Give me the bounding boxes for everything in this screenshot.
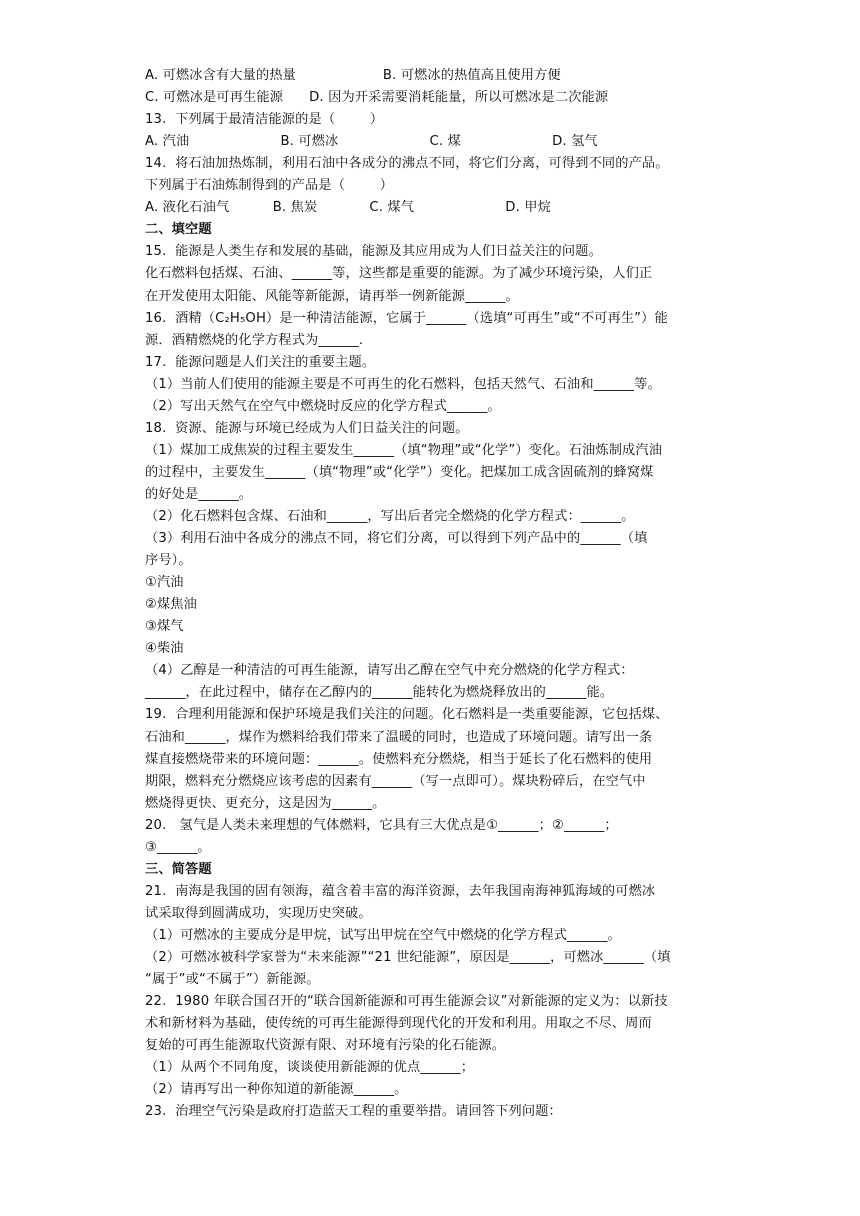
text-line: 21. 南海是我国的固有领海，蕴含着丰富的海洋资源，去年我国南海神狐海域的可燃冰 xyxy=(145,883,656,899)
text-line: 下列属于石油炼制得到的产品是（ ） xyxy=(145,178,394,194)
text-line: （1）可燃冰的主要成分是甲烷，试写出甲烷在空气中燃烧的化学方程式______。 xyxy=(145,927,621,943)
text-line: ④柴油 xyxy=(145,641,184,657)
text-line: （1）煤加工成焦炭的过程主要发生______（填“物理”或“化学”）变化。石油炼制成汽油 xyxy=(145,442,663,458)
text-line: 煤直接燃烧带来的环境问题：______。使燃料充分燃烧，相当于延长了化石燃料的使用 xyxy=(145,751,653,767)
text-line: A. 汽油 B. 可燃冰 C. 煤 D. 氢气 xyxy=(145,134,598,150)
text-line: ③______。 xyxy=(145,839,211,855)
text-line: 化石燃料包括煤、石油、______等，这些都是重要的能源。为了减少环境污染，人们正 xyxy=(145,266,653,282)
text-line: A. 液化石油气 B. 焦炭 C. 煤气 D. 甲烷 xyxy=(145,200,551,216)
text-line: “属于”或“不属于”）新能源。 xyxy=(145,972,320,988)
text-line: （3）利用石油中各成分的沸点不同，将它们分离，可以得到下列产品中的______（填 xyxy=(145,531,648,547)
text-line: 15. 能源是人类生存和发展的基础，能源及其应用成为人们日益关注的问题。 xyxy=(145,244,602,260)
text-line: 23. 治理空气污染是政府打造蓝天工程的重要举措。请回答下列问题： xyxy=(145,1104,562,1120)
text-line: （2）请再写出一种你知道的新能源______。 xyxy=(145,1082,408,1098)
text-line: （2）写出天然气在空气中燃烧时反应的化学方程式______。 xyxy=(145,398,501,414)
text-line: 的好处是______。 xyxy=(145,486,253,502)
text-line: （4）乙醇是一种清洁的可再生能源，请写出乙醇在空气中充分燃烧的化学方程式： xyxy=(145,663,634,679)
text-line: 20. 氢气是人类未来理想的气体燃料，它具有三大优点是①______；②______； xyxy=(145,817,618,833)
text-line: （1）从两个不同角度，谈谈使用新能源的优点______； xyxy=(145,1060,475,1076)
text-line: 18. 资源、能源与环境已经成为人们日益关注的问题。 xyxy=(145,420,469,436)
text-line: （1）当前人们使用的能源主要是不可再生的化石燃料，包括天然气、石油和______等。 xyxy=(145,376,661,392)
text-line: （2）化石燃料包含煤、石油和______，写出后者完全燃烧的化学方程式：______。 xyxy=(145,509,635,524)
text-line: ①汽油 xyxy=(145,575,184,591)
text-line: 序号）。 xyxy=(145,553,192,569)
text-line: 22. 1980 年联合国召开的“联合国新能源和可再生能源会议”对新能源的定义为：以新技 xyxy=(145,994,668,1010)
text-line: 燃烧得更快、更充分，这是因为______。 xyxy=(145,795,386,811)
text-line: （2）可燃冰被科学家誉为“未来能源”“21 世纪能源”，原因是______，可燃冰______（填 xyxy=(145,950,671,965)
text-line: 的过程中，主要发生______（填“物理”或“化学”）变化。把煤加工成含固硫剂的蜂窝煤 xyxy=(145,464,654,480)
text-line: 石油和______，煤作为燃料给我们带来了温暖的同时，也造成了环境问题。请写出一条 xyxy=(145,729,653,745)
text-line: 术和新材料为基础，使传统的可再生能源得到现代化的开发和利用。用取之不尽、周而 xyxy=(145,1016,652,1032)
text-line: C. 可燃冰是可再生能源 D. 因为开采需要消耗能量，所以可燃冰是二次能源 xyxy=(145,90,609,106)
text-line: 在开发使用太阳能、风能等新能源，请再举一例新能源______。 xyxy=(145,288,519,304)
text-line: 二、填空题 xyxy=(145,222,212,238)
text-line: ______，在此过程中，储存在乙醇内的______能转化为燃烧释放出的______能。 xyxy=(145,685,614,701)
text-line: 期限，燃料充分燃烧应该考虑的因素有______（写一点即可）。煤块粉碎后，在空气中 xyxy=(145,773,646,789)
text-line: 复始的可再生能源取代资源有限、对环境有污染的化石能源。 xyxy=(145,1038,506,1054)
text-line: 17. 能源问题是人们关注的重要主题。 xyxy=(145,354,376,370)
text-line: 源．酒精燃烧的化学方程式为______. xyxy=(145,332,364,348)
text-line: 试采取得到圆满成功，实现历史突破。 xyxy=(145,905,372,921)
text-line: ②煤焦油 xyxy=(145,597,197,613)
text-line: 14. 将石油加热炼制，利用石油中各成分的沸点不同，将它们分离，可得到不同的产品。 xyxy=(145,156,669,172)
text-line: 13. 下列属于最清洁能源的是（ ） xyxy=(145,112,384,128)
text-line: A. 可燃冰含有大量的热量 B. 可燃冰的热值高且使用方便 xyxy=(145,68,561,83)
text-line: ③煤气 xyxy=(145,619,184,635)
text-line: 三、简答题 xyxy=(145,861,212,877)
text-line: 19. 合理利用能源和保护环境是我们关注的问题。化石燃料是一类重要能源，它包括煤、 xyxy=(145,707,669,723)
text-line: 16. 酒精（C₂H₅OH）是一种清洁能源，它属于______（选填“可再生”或“不可再生”）能 xyxy=(145,310,668,326)
